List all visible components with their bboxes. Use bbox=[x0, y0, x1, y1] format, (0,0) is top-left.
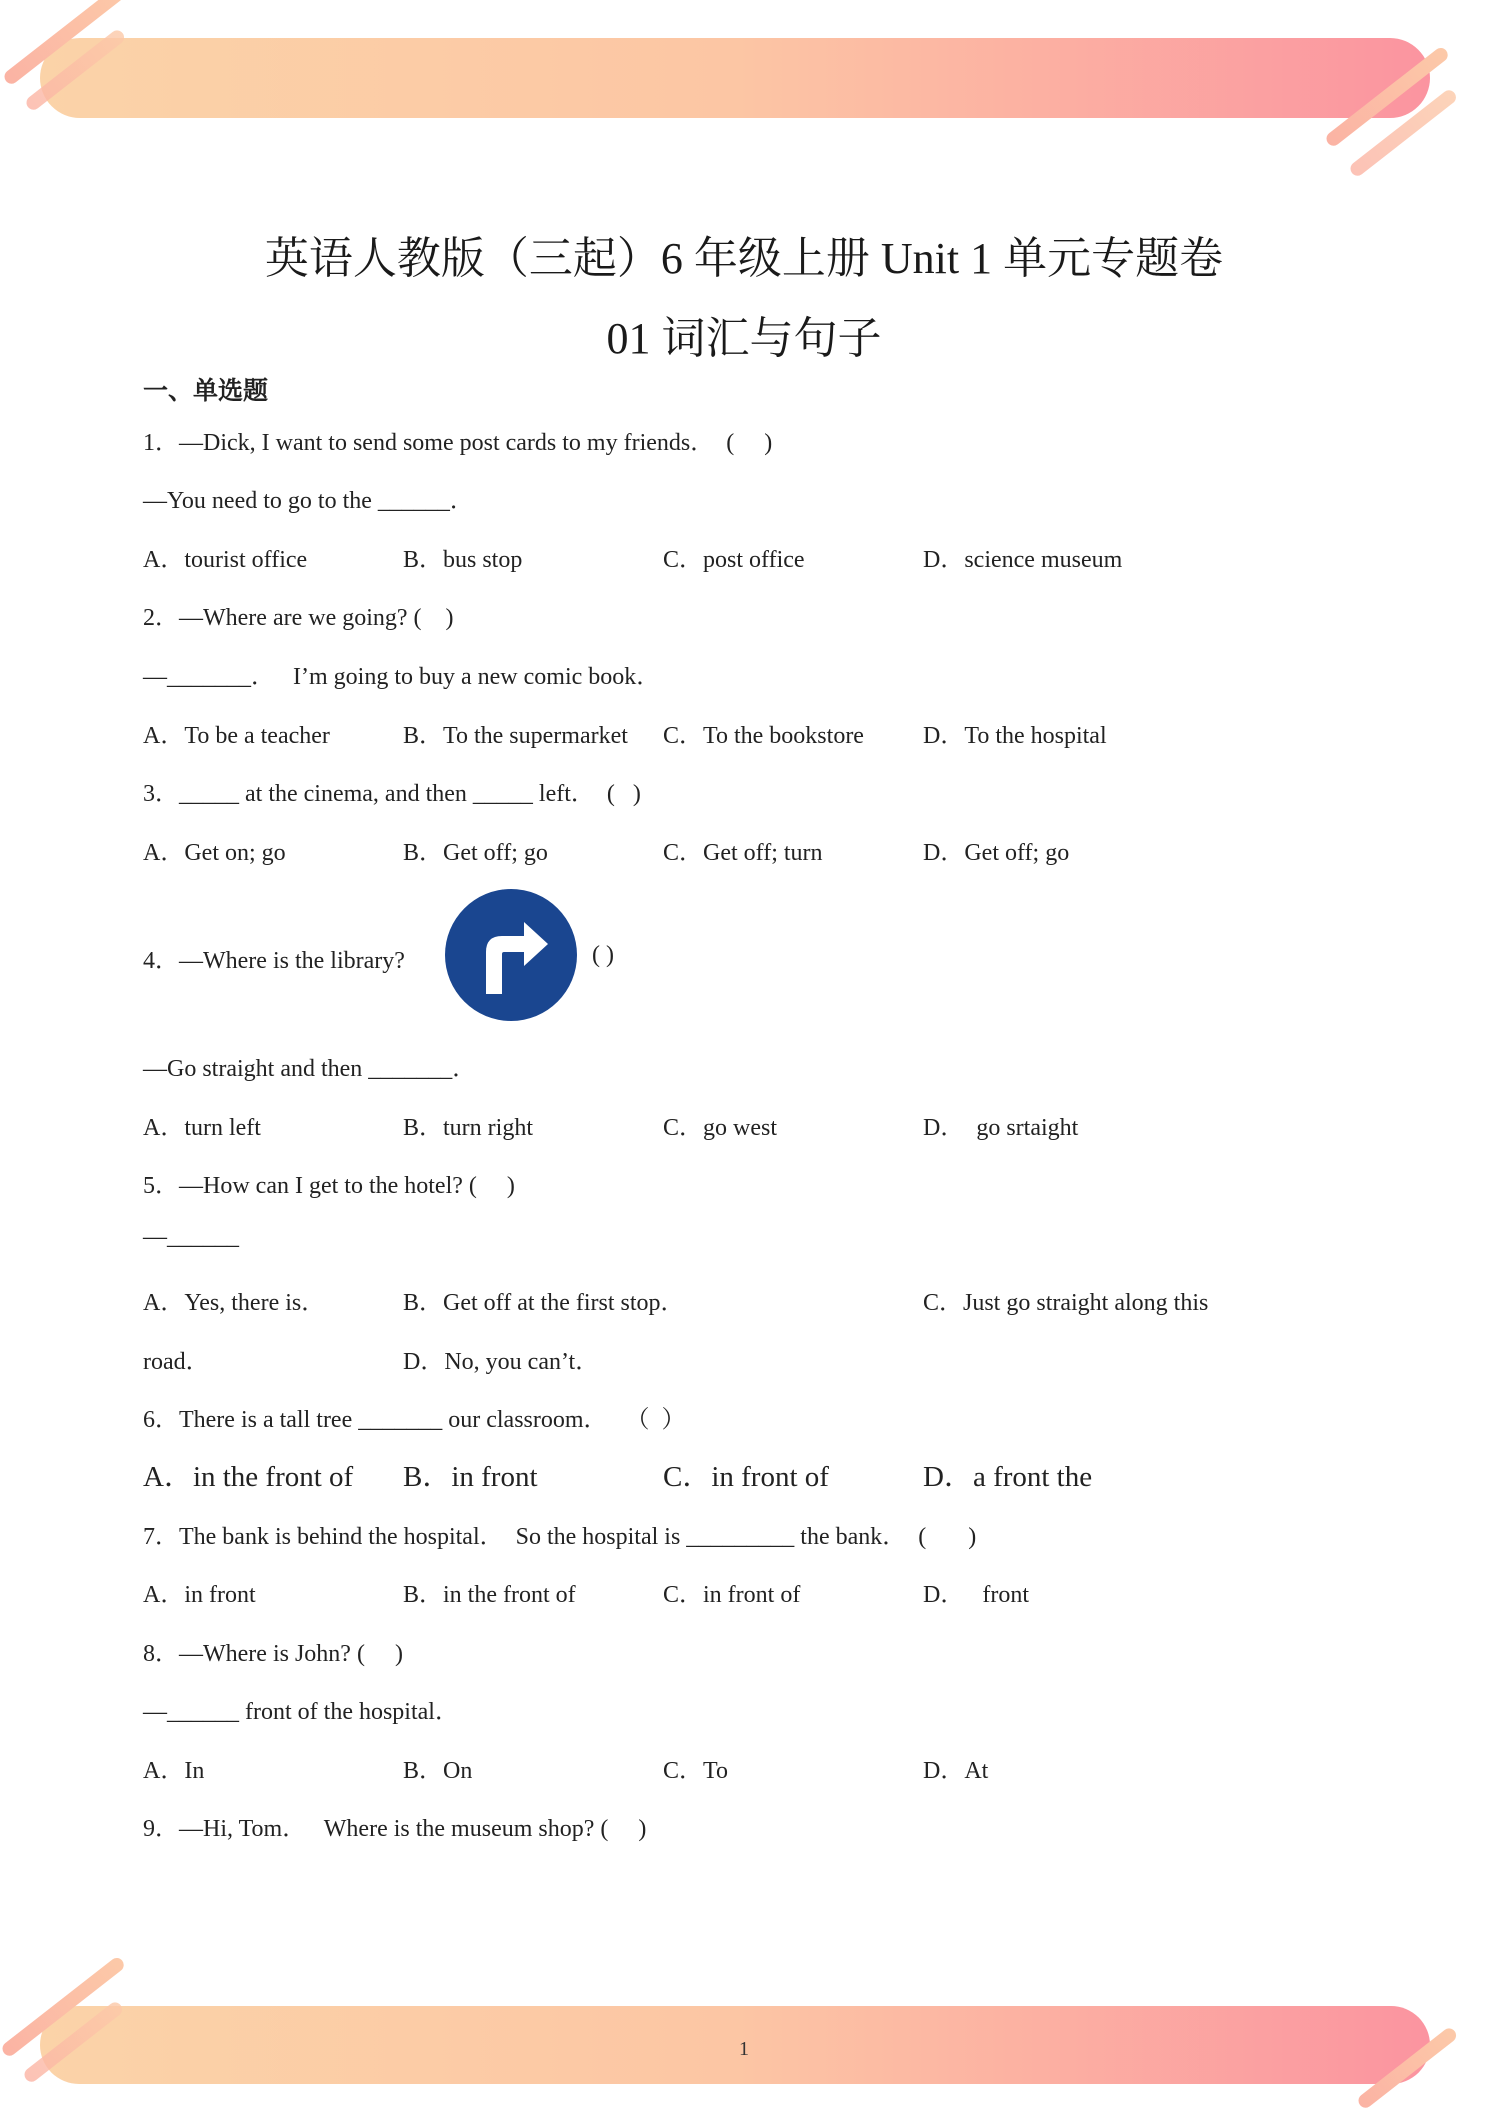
question-stem: 3．_____ at the cinema, and then _____ left． ( ) bbox=[143, 781, 641, 807]
option-b[interactable]: B．in front bbox=[403, 1461, 538, 1493]
option-a[interactable]: A．To be a teacher bbox=[143, 723, 330, 749]
option-d[interactable]: D．science museum bbox=[923, 547, 1123, 573]
option-b[interactable]: B．Get off at the first stop． bbox=[403, 1290, 685, 1316]
question-stem: 4．—Where is the library? bbox=[143, 948, 405, 974]
page-subtitle: 01 词汇与句子 bbox=[606, 314, 882, 363]
option-d[interactable]: D．To the hospital bbox=[923, 723, 1107, 749]
option-c[interactable]: C．in front of bbox=[663, 1461, 829, 1493]
option-d[interactable]: D． front bbox=[923, 1582, 1029, 1608]
question-stem: 9．—Hi, Tom． Where is the museum shop? ( ) bbox=[143, 1816, 647, 1842]
question-stem: 6．There is a tall tree _______ our classroom． （ ） bbox=[143, 1407, 686, 1433]
question-line: —______ bbox=[143, 1224, 239, 1250]
option-d[interactable]: D．Get off; go bbox=[923, 840, 1070, 866]
option-c[interactable]: C．To bbox=[663, 1758, 728, 1784]
option-b[interactable]: B．Get off; go bbox=[403, 840, 548, 866]
page-number: 1 bbox=[739, 2038, 749, 2060]
question-stem: 2．—Where are we going? ( ) bbox=[143, 605, 454, 631]
option-a[interactable]: A．Get on; go bbox=[143, 840, 286, 866]
question-line: —You need to go to the ______． bbox=[143, 488, 474, 514]
option-a[interactable]: A．in the front of bbox=[143, 1461, 354, 1493]
section-heading: 一、单选题 bbox=[143, 376, 269, 405]
question-stem: 8．—Where is John? ( ) bbox=[143, 1641, 403, 1667]
question-line: —______ front of the hospital． bbox=[143, 1699, 459, 1725]
option-b[interactable]: B．in the front of bbox=[403, 1582, 576, 1608]
option-a[interactable]: A．In bbox=[143, 1758, 205, 1784]
option-a[interactable]: A．in front bbox=[143, 1582, 256, 1608]
option-b[interactable]: B．turn right bbox=[403, 1115, 533, 1141]
option-b[interactable]: B．To the supermarket bbox=[403, 723, 628, 749]
turn-right-sign-icon bbox=[444, 888, 578, 1022]
question-stem: 5．—How can I get to the hotel? ( ) bbox=[143, 1173, 515, 1199]
option-c[interactable]: C．Get off; turn bbox=[663, 840, 823, 866]
option-c[interactable]: C．To the bookstore bbox=[663, 723, 864, 749]
option-c[interactable]: C．in front of bbox=[663, 1582, 801, 1608]
option-b[interactable]: B．On bbox=[403, 1758, 473, 1784]
question-line: —_______． I’m going to buy a new comic book． bbox=[143, 664, 661, 690]
option-a[interactable]: A．tourist office bbox=[143, 547, 308, 573]
option-a[interactable]: A．turn left bbox=[143, 1115, 261, 1141]
option-c-continued[interactable]: road． bbox=[143, 1349, 210, 1375]
option-c[interactable]: C．go west bbox=[663, 1115, 777, 1141]
option-d[interactable]: D．At bbox=[923, 1758, 989, 1784]
question-stem: 7．The bank is behind the hospital． So the hospital is _________ the bank． ( ) bbox=[143, 1524, 977, 1550]
top-banner bbox=[40, 38, 1430, 118]
question-line: —Go straight and then _______． bbox=[143, 1056, 477, 1082]
option-d[interactable]: D． go srtaight bbox=[923, 1115, 1079, 1141]
option-d[interactable]: D．a front the bbox=[923, 1461, 1093, 1493]
option-d[interactable]: D．No, you can’t． bbox=[403, 1349, 600, 1375]
option-c[interactable]: C．post office bbox=[663, 547, 805, 573]
option-c[interactable]: C．Just go straight along this bbox=[923, 1290, 1209, 1316]
page-title: 英语人教版（三起）6 年级上册 Unit 1 单元专题卷 bbox=[264, 234, 1224, 283]
option-b[interactable]: B．bus stop bbox=[403, 547, 523, 573]
question-stem: 1．—Dick, I want to send some post cards to my friends． ( ) bbox=[143, 430, 773, 456]
answer-bracket: ( ) bbox=[592, 942, 614, 968]
option-a[interactable]: A．Yes, there is． bbox=[143, 1290, 326, 1316]
